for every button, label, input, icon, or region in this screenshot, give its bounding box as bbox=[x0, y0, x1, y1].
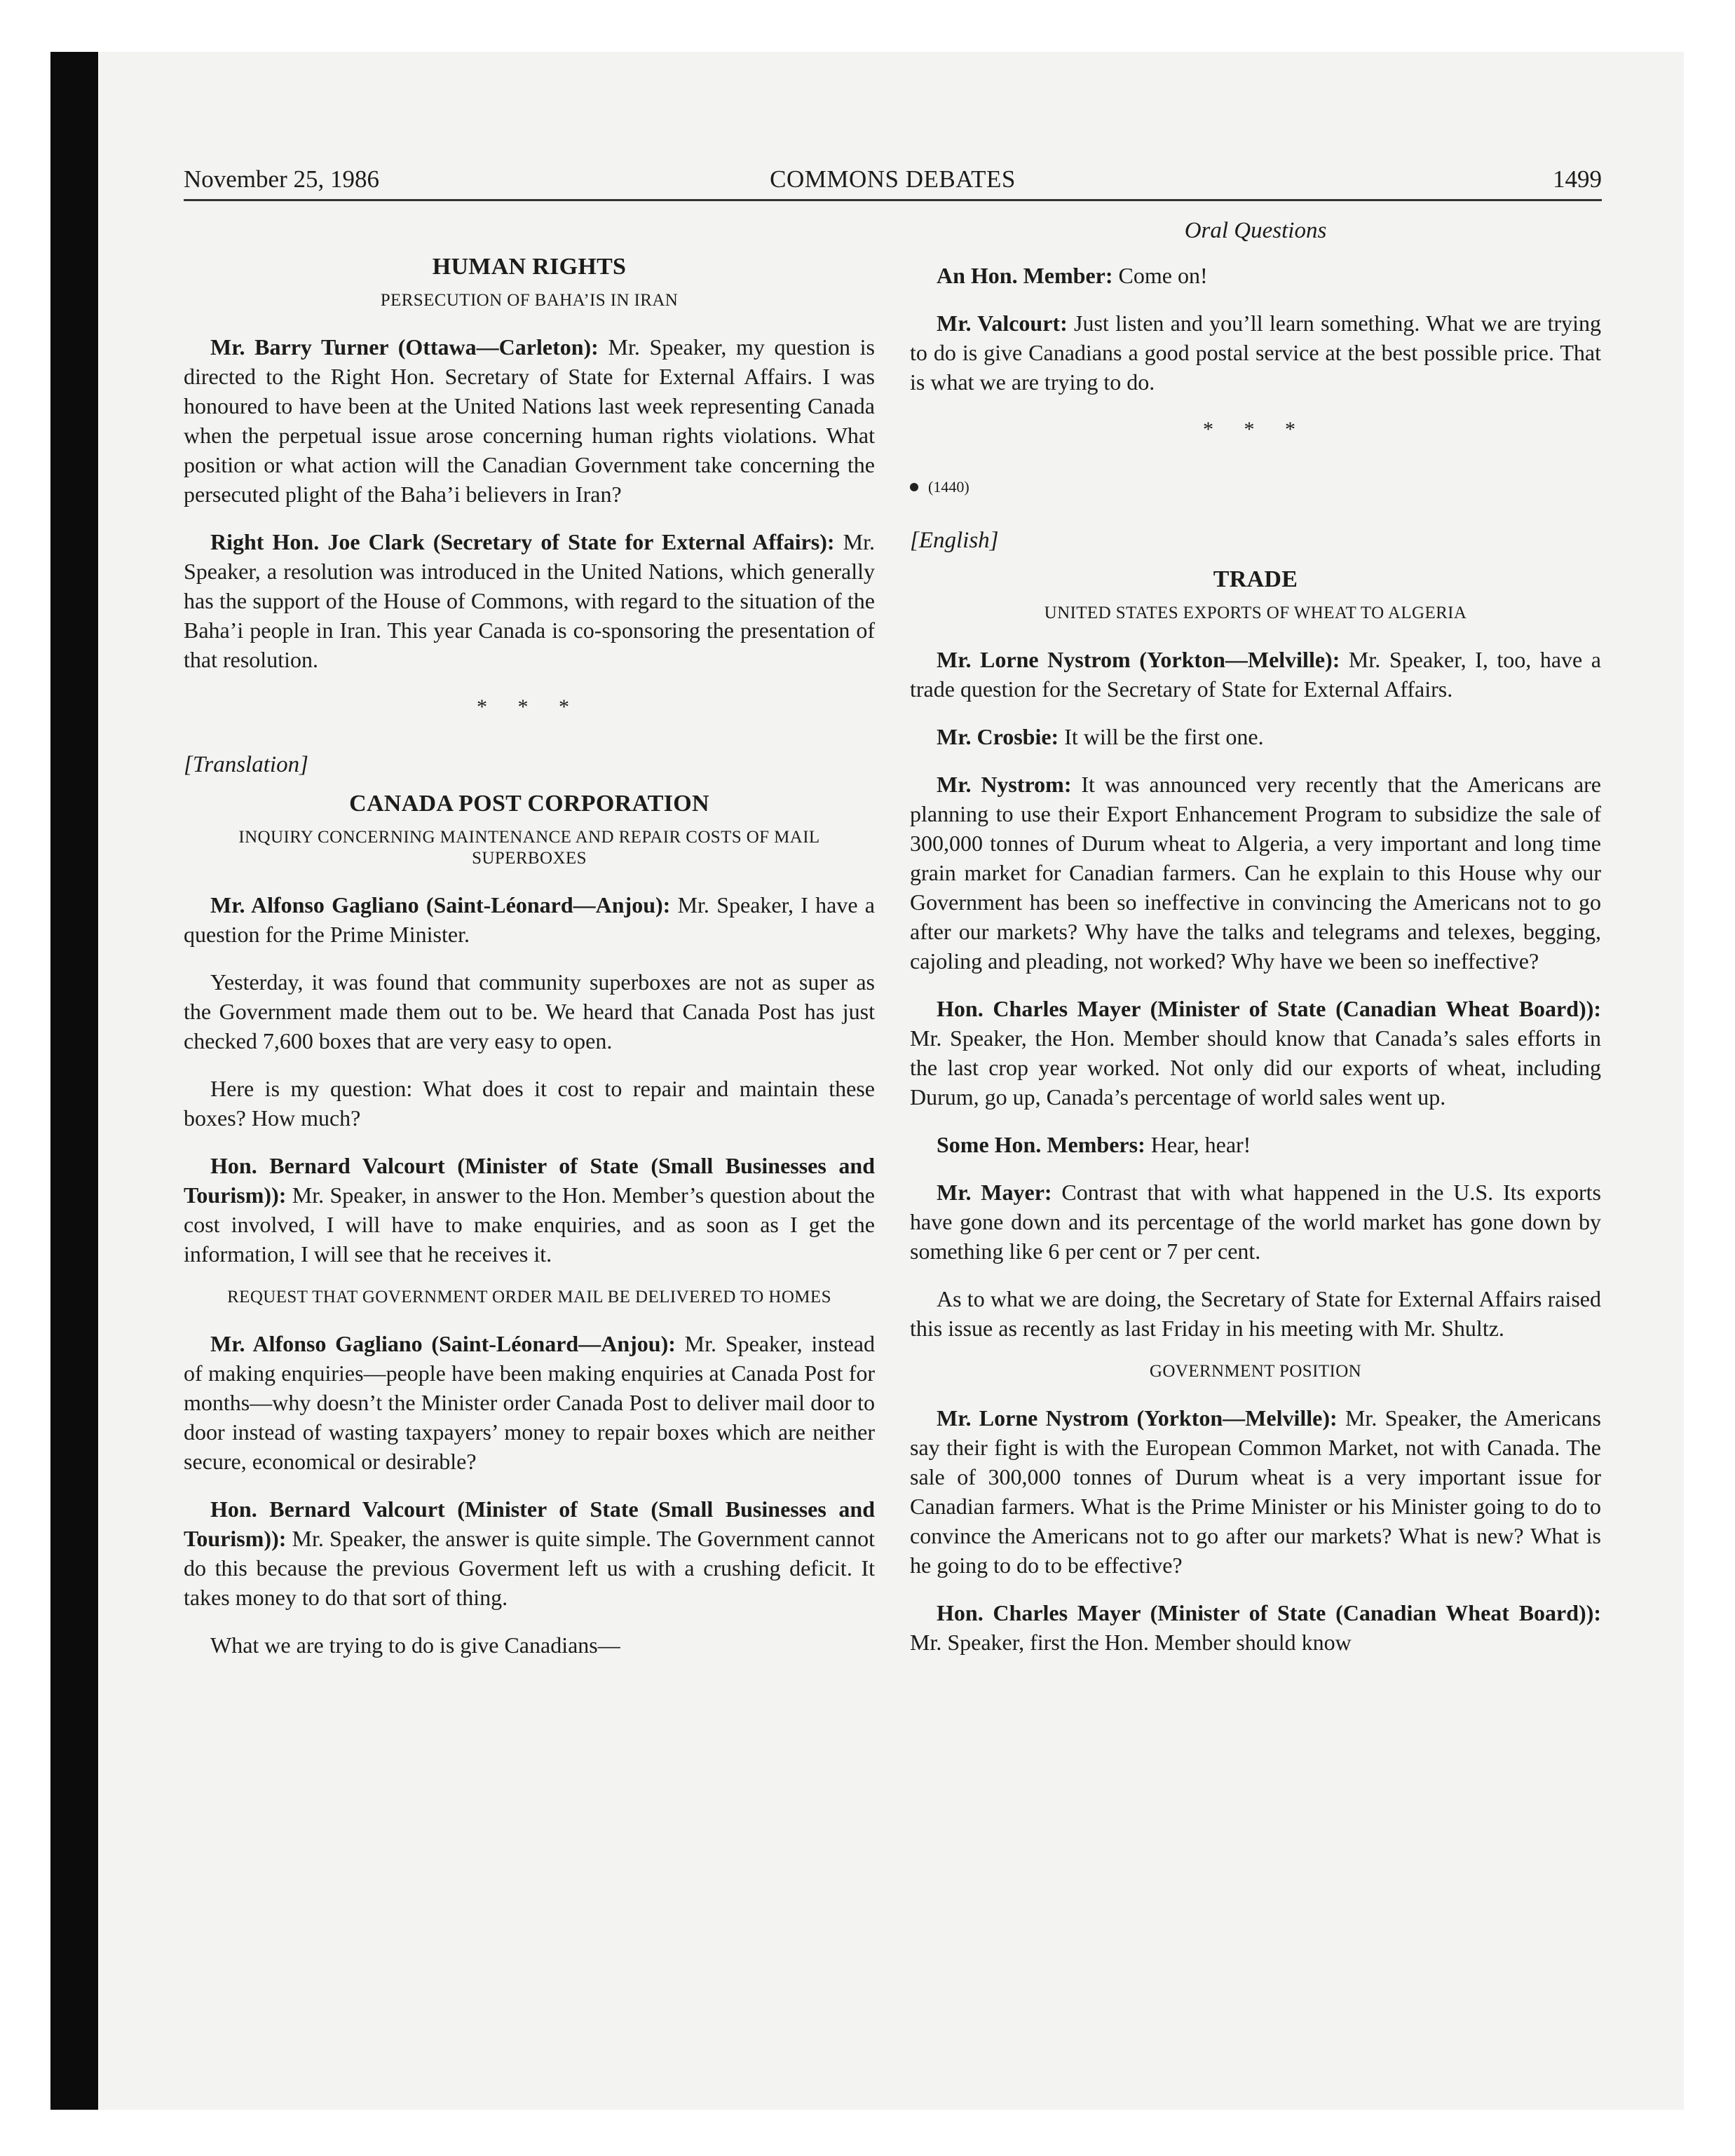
speaker-name: Hon. Charles Mayer (Minister of State (Canadian Wheat Board)): bbox=[937, 996, 1601, 1021]
speech-text: Just listen and you’ll learn something. What we are trying to do is give Canadians a good postal service at the best possible price. That is what we are trying to do. bbox=[910, 311, 1602, 395]
right-column bbox=[910, 216, 1601, 1657]
speech-text: Come on! bbox=[1113, 263, 1208, 288]
speaker-name: Mr. Lorne Nystrom (Yorkton—Melville): bbox=[937, 1405, 1338, 1431]
speech-text: It will be the first one. bbox=[1059, 724, 1264, 749]
speaker-name: Right Hon. Joe Clark (Secretary of State for External Affairs): bbox=[210, 529, 835, 554]
paragraph-question: Here is my question: What does it cost to repair and maintain these boxes? How much? bbox=[184, 1076, 875, 1131]
paragraph-valcourt-1 bbox=[184, 1151, 875, 1269]
subheading-superboxes: INQUIRY CONCERNING MAINTENANCE AND REPAIR COSTS OF MAIL SUPERBOXES bbox=[238, 828, 820, 868]
paragraph-mayer-4 bbox=[910, 1598, 1601, 1657]
paragraph-nystrom-2 bbox=[910, 770, 1601, 976]
paragraph-turner bbox=[184, 332, 875, 509]
paragraph-valcourt-2 bbox=[184, 1494, 875, 1612]
speech-text: Mr. Speaker, first the Hon. Member should know bbox=[910, 1630, 1352, 1655]
paragraph-interjection bbox=[910, 261, 1601, 290]
speech-text: Mr. Speaker, in answer to the Hon. Member’s question about the cost involved, I will have to make enquiries, and as soon as I get the information, I will see that he receives it. bbox=[184, 1182, 875, 1267]
speaker-name: An Hon. Member: bbox=[937, 263, 1113, 288]
speech-text: Mr. Speaker, the Americans say their fight is with the European Common Market, not with Canada. The sale of 300,000 tonnes of Durum wheat is a very important issue for Canadian farmers. What is the Prime Minister or his Minister going to do to convince the Americans not to go after our markets? What is new? What is he going to do to be effective? bbox=[910, 1405, 1602, 1578]
section-title-oral-questions: Oral Questions bbox=[1184, 218, 1327, 243]
speaker-name: Mr. Lorne Nystrom (Yorkton—Melville): bbox=[937, 647, 1340, 672]
paragraph-gagliano-1 bbox=[184, 890, 875, 949]
paragraph-mayer-3: As to what we are doing, the Secretary of State for External Affairs raised this issue as recently as last Friday in his meeting with Mr. Shultz. bbox=[910, 1286, 1601, 1341]
language-note: [English] bbox=[910, 528, 999, 553]
speaker-name: Mr. Crosbie: bbox=[937, 724, 1059, 749]
speaker-name: Mr. Barry Turner (Ottawa—Carleton): bbox=[210, 334, 599, 360]
speaker-name: Mr. Mayer: bbox=[937, 1180, 1052, 1205]
paragraph-nystrom-3 bbox=[910, 1403, 1601, 1580]
speech-text: Mr. Speaker, a resolution was introduced in the United Nations, which generally has the support of the House of Commons, with regard to the situation of the Baha’i people in Iran. This year Canada is co-sponsoring the presentation of that resolution. bbox=[184, 529, 876, 672]
subheading-mail-delivery: REQUEST THAT GOVERNMENT ORDER MAIL BE DELIVERED TO HOMES bbox=[227, 1288, 831, 1306]
paragraph-mayer-2 bbox=[910, 1178, 1601, 1266]
speaker-name: Mr. Nystrom: bbox=[937, 772, 1072, 797]
speech-text: Mr. Speaker, instead of making enquiries—people have been making enquiries at Canada Post for months—why doesn’t the Minister order Canada Post to deliver mail door to door instead of wasting taxpayers’ money to repair boxes which are neither secure, economical or desirable? bbox=[184, 1331, 875, 1474]
heading-human-rights: HUMAN RIGHTS bbox=[432, 254, 627, 280]
time-stamp: (1440) bbox=[928, 478, 969, 496]
paragraph-mayer-1 bbox=[910, 994, 1601, 1112]
speech-text: Mr. Speaker, the answer is quite simple. The Government cannot do this because the previous Goverment left us with a crushing deficit. It takes money to do that sort of thing. bbox=[184, 1526, 875, 1610]
speech-text: Contrast that with what happened in the U.S. Its exports have gone down and its percentage of the world market has gone down by something like 6 per cent or 7 per cent. bbox=[910, 1180, 1602, 1264]
header-title: COMMONS DEBATES bbox=[770, 165, 1016, 193]
section-separator: * * * bbox=[1203, 418, 1308, 441]
speaker-name: Mr. Alfonso Gagliano (Saint-Léonard—Anjou): bbox=[210, 892, 671, 917]
speech-text: Mr. Speaker, my question is directed to the Right Hon. Secretary of State for External Affairs. I was honoured to have been at the United Nations last week representing Canada when the perpetual issue arose concerning human rights violations. What position or what action will the Canadian Government take concerning the persecuted plight of the Baha’i believers in Iran? bbox=[184, 334, 876, 507]
paragraph-clark bbox=[184, 527, 875, 674]
header-date: November 25, 1986 bbox=[184, 165, 379, 193]
scan-binding-edge bbox=[50, 52, 98, 2110]
paragraph-crosbie bbox=[910, 722, 1601, 751]
paragraph-nystrom-1 bbox=[910, 645, 1601, 704]
paragraph-members bbox=[910, 1130, 1601, 1159]
speaker-name: Mr. Alfonso Gagliano (Saint-Léonard—Anjou): bbox=[210, 1331, 676, 1356]
speaker-name: Mr. Valcourt: bbox=[937, 311, 1068, 336]
section-separator: * * * bbox=[477, 695, 582, 718]
speaker-name: Hon. Bernard Valcourt (Minister of State (Small Businesses and Tourism)): bbox=[184, 1153, 875, 1208]
time-marker bbox=[910, 472, 1601, 502]
heading-canada-post: CANADA POST CORPORATION bbox=[349, 791, 709, 817]
speaker-name: Some Hon. Members: bbox=[937, 1132, 1145, 1157]
speaker-name: Hon. Charles Mayer (Minister of State (Canadian Wheat Board)): bbox=[937, 1600, 1601, 1625]
bullet-icon bbox=[910, 483, 918, 491]
subheading-wheat-exports: UNITED STATES EXPORTS OF WHEAT TO ALGERIA bbox=[1044, 603, 1467, 622]
page-header bbox=[184, 163, 1602, 201]
paragraph-gagliano-2 bbox=[184, 1329, 875, 1476]
heading-trade: TRADE bbox=[1213, 566, 1298, 592]
left-column bbox=[184, 252, 875, 1660]
speech-text: Mr. Speaker, I, too, have a trade question for the Secretary of State for External Affairs. bbox=[910, 647, 1602, 702]
speaker-name: Hon. Bernard Valcourt (Minister of State (Small Businesses and Tourism)): bbox=[184, 1496, 875, 1551]
header-page-number: 1499 bbox=[1553, 165, 1602, 193]
paragraph-valcourt-3: What we are trying to do is give Canadians— bbox=[210, 1632, 620, 1658]
speech-text: It was announced very recently that the Americans are planning to use their Export Enhancement Program to subsidize the sale of 300,000 tonnes of Durum wheat to Algeria, a very important and long time grain market for Canadian farmers. Can he explain to this House why our Government has been so ineffective in convincing the Americans not to go after our markets? Why have the talks and telegrams and telexes, begging, cajoling and pleading, not worked? Why have we been so ineffective? bbox=[910, 772, 1602, 974]
paragraph-superboxes: Yesterday, it was found that community superboxes are not as super as the Government made them out to be. We heard that Canada Post has just checked 7,600 boxes that are very easy to open. bbox=[184, 969, 875, 1053]
paragraph-valcourt-4 bbox=[910, 308, 1601, 397]
subheading-government-position: GOVERNMENT POSITION bbox=[1149, 1362, 1362, 1381]
speech-text: Mr. Speaker, the Hon. Member should know that Canada’s sales efforts in the last crop year worked. Not only did our exports of wheat, including Durum, go up, Canada’s percentage of world sales went up. bbox=[910, 1025, 1601, 1110]
speech-text: Hear, hear! bbox=[1145, 1132, 1251, 1157]
speech-text: Mr. Speaker, I have a question for the Prime Minister. bbox=[184, 892, 876, 947]
language-note: [Translation] bbox=[184, 752, 308, 777]
subheading-persecution: PERSECUTION OF BAHA’IS IN IRAN bbox=[380, 291, 679, 310]
